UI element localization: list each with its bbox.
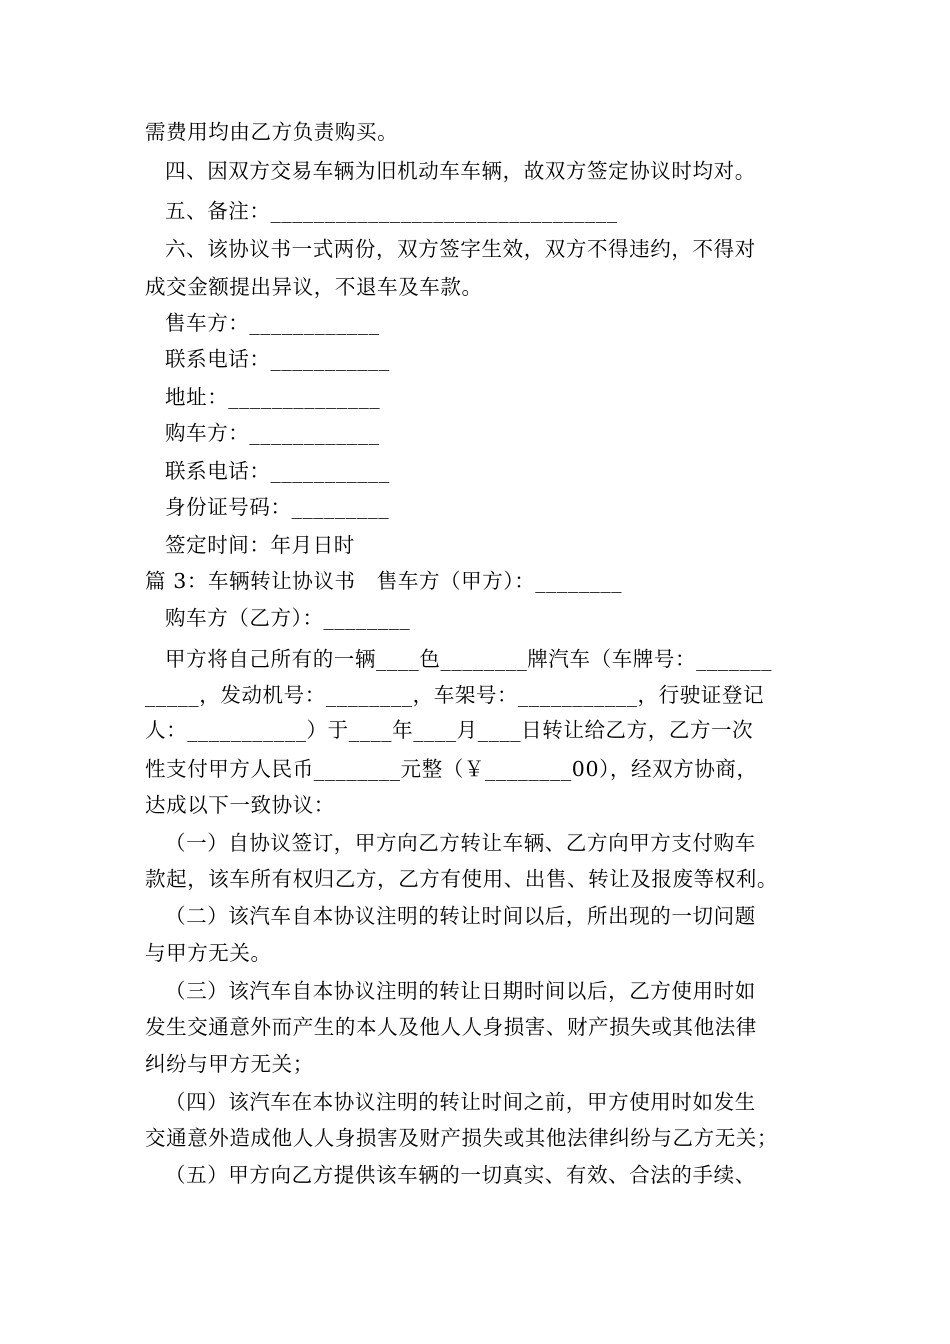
text-line: 购车方：____________ [165,421,380,445]
text-line: 发生交通意外而产生的本人及他人人身损害、财产损失或其他法律 [145,1015,757,1039]
text-line: （一）自协议签订，甲方向乙方转让车辆、乙方向甲方支付购车 [165,831,756,855]
text-line: 人：___________）于____年____月____日转让给乙方，乙方一次 [145,718,754,742]
text-line: 款起，该车所有权归乙方，乙方有使用、出售、转让及报废等权利。 [145,867,778,891]
text-line: （三）该汽车自本协议注明的转让日期时间以后，乙方使用时如 [165,979,756,1003]
text-line: 四、因双方交易车辆为旧机动车车辆，故双方签定协议时均对。 [165,159,756,183]
text-line: 成交金额提出异议，不退车及车款。 [145,275,483,299]
text-line: 与甲方无关。 [145,941,272,965]
text-line: 甲方将自己所有的一辆____色________牌汽车（车牌号：_______ [165,647,773,671]
text-line: 五、备注：________________________________ [165,199,618,223]
text-line: 售车方：____________ [165,311,380,335]
text-line: 签定时间：年月日时 [165,533,355,557]
text-line: 身份证号码：_________ [165,495,390,519]
text-line: 纠纷与甲方无关； [145,1052,314,1076]
text-line: （四）该汽车在本协议注明的转让时间之前，甲方使用时如发生 [165,1090,756,1114]
text-line: 购车方（乙方）：________ [165,606,411,630]
text-line: 需费用均由乙方负责购买。 [145,120,399,144]
text-line: 交通意外造成他人人身损害及财产损失或其他法律纠纷与乙方无关； [145,1126,778,1150]
text-line: _____，发动机号：________，车架号：___________，行驶证登记 [145,683,765,707]
section-heading: 篇 3：车辆转让协议书 售车方（甲方）：________ [145,569,623,593]
text-line: （五）甲方向乙方提供该车辆的一切真实、有效、合法的手续、 [165,1163,756,1187]
text-line: 六、该协议书一式两份，双方签字生效，双方不得违约，不得对 [165,237,756,261]
text-line: 性支付甲方人民币________元整（￥________00），经双方协商， [145,757,758,781]
text-line: 达成以下一致协议： [145,793,335,817]
text-line: 联系电话：___________ [165,347,390,371]
text-line: 地址：______________ [165,385,381,409]
text-line: 联系电话：___________ [165,459,390,483]
text-line: （二）该汽车自本协议注明的转让时间以后，所出现的一切问题 [165,904,756,928]
